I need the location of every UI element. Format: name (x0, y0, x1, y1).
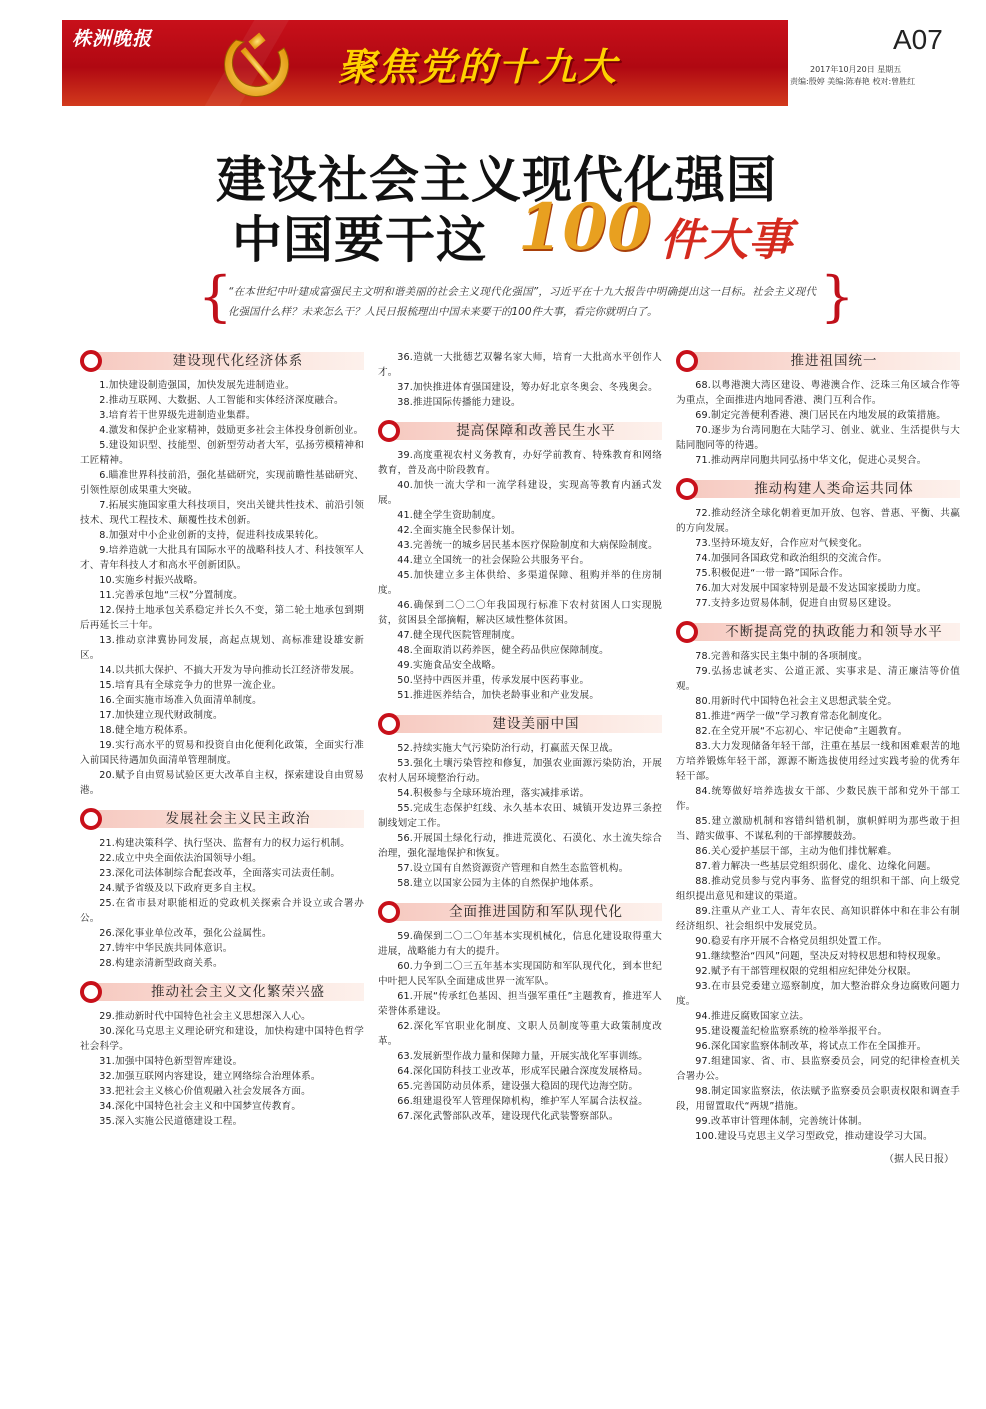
list-item: 58.建立以国家公园为主体的自然保护地体系。 (397, 878, 600, 889)
list-item: 34.深化中国特色社会主义和中国梦宣传教育。 (99, 1101, 302, 1112)
item-list (80, 378, 364, 798)
source-credit: （据人民日报） (884, 1154, 954, 1165)
list-item: 45.加快建立多主体供给、多渠道保障、租购并举的住房制度。 (378, 570, 662, 596)
list-item: 11.完善承包地“三权”分置制度。 (99, 590, 243, 601)
list-item: 18.健全地方税体系。 (99, 725, 194, 736)
list-item: 82.在全党开展“不忘初心、牢记使命”主题教育。 (695, 726, 908, 737)
list-item: 57.设立国有自然资源资产管理和自然生态监管机构。 (397, 863, 629, 874)
list-item: 96.深化国家监察体制改革，将试点工作在全国推开。 (695, 1041, 927, 1052)
section-header (378, 420, 662, 442)
list-item: 74.加强同各国政党和政治组织的交流合作。 (695, 553, 888, 564)
headline-line-1: 建设社会主义现代化强国 (216, 151, 777, 209)
ring-icon (378, 420, 400, 442)
ring-icon (378, 713, 400, 735)
list-item: 23.深化司法体制综合配套改革，全面落实司法责任制。 (99, 868, 341, 879)
item-list (676, 649, 960, 1144)
list-item: 43.完善统一的城乡居民基本医疗保险制度和大病保险制度。 (397, 540, 658, 551)
list-item: 99.改革审计管理体制，完善统计体制。 (695, 1116, 868, 1127)
list-item: 54.积极参与全球环境治理，落实减排承诺。 (397, 788, 590, 799)
list-item: 84.统筹做好培养选拔女干部、少数民族干部和党外干部工作。 (676, 786, 960, 812)
list-item: 64.深化国防科技工业改革，形成军民融合深度发展格局。 (397, 1066, 649, 1077)
list-item: 62.深化军官职业化制度、文职人员制度等重大政策制度改革。 (378, 1021, 662, 1047)
list-item: 89.注重从产业工人、青年农民、高知识群体中和在非公有制经济组织、社会组织中发展党员。 (676, 906, 960, 932)
list-item: 72.推动经济全球化朝着更加开放、包容、普惠、平衡、共赢的方向发展。 (676, 508, 960, 534)
list-item: 33.把社会主义核心价值观融入社会发展各方面。 (99, 1086, 311, 1097)
ring-icon (676, 350, 698, 372)
list-item: 56.开展国土绿化行动，推进荒漠化、石漠化、水土流失综合治理，强化湿地保护和恢复。 (378, 833, 662, 859)
list-item: 25.在省市县对职能相近的党政机关探索合并设立或合署办公。 (80, 898, 364, 924)
item-list (676, 506, 960, 611)
list-item: 81.推进“两学一做”学习教育常态化制度化。 (695, 711, 888, 722)
list-item: 39.高度重视农村义务教育，办好学前教育、特殊教育和网络教育，普及高中阶段教育。 (378, 450, 662, 476)
list-item: 73.坚持环境友好，合作应对气候变化。 (695, 538, 868, 549)
list-item: 6.瞄准世界科技前沿，强化基础研究，实现前瞻性基础研究、引领性原创成果重大突破。 (80, 470, 364, 496)
list-item: 60.力争到二〇三五年基本实现国防和军队现代化，到本世纪中叶把人民军队全面建成世界一流军队。 (378, 961, 662, 987)
list-item: 37.加快推进体育强国建设，筹办好北京冬奥会、冬残奥会。 (397, 382, 658, 393)
list-item: 53.强化土壤污染管控和修复，加强农业面源污染防治，开展农村人居环境整治行动。 (378, 758, 662, 784)
section-title: 全面推进国防和军队现代化 (449, 904, 623, 920)
ring-icon (676, 478, 698, 500)
list-item: 69.制定完善便利香港、澳门居民在内地发展的政策措施。 (695, 410, 947, 421)
headline-line-2: 中国要干这 (232, 211, 487, 269)
list-item: 36.造就一大批德艺双馨名家大师，培育一大批高水平创作人才。 (378, 352, 662, 378)
page-number: A07 (893, 24, 943, 55)
list-item: 4.激发和保护企业家精神，鼓励更多社会主体投身创新创业。 (99, 425, 364, 436)
list-item: 87.着力解决一些基层党组织弱化、虚化、边缘化问题。 (695, 861, 937, 872)
list-item: 47.健全现代医院管理制度。 (397, 630, 521, 641)
section-header (80, 350, 364, 372)
left-brace-icon: { (198, 265, 233, 328)
list-item: 9.培养造就一大批具有国际水平的战略科技人才、科技领军人才、青年科技人才和高水平创新团队。 (80, 545, 364, 571)
list-item: 22.成立中央全面依法治国领导小组。 (99, 853, 262, 864)
list-item: 27.铸牢中华民族共同体意识。 (99, 943, 233, 954)
list-item: 38.推进国际传播能力建设。 (397, 397, 521, 408)
ring-icon (80, 808, 102, 830)
list-item: 86.关心爱护基层干部，主动为他们排忧解难。 (695, 846, 898, 857)
item-list (378, 448, 662, 703)
list-item: 55.完成生态保护红线、永久基本农田、城镇开发边界三条控制线划定工作。 (378, 803, 662, 829)
section-title: 推动社会主义文化繁荣兴盛 (151, 984, 325, 1000)
list-item: 32.加强互联网内容建设，建立网络综合治理体系。 (99, 1071, 321, 1082)
list-item: 85.建立激励机制和容错纠错机制，旗帜鲜明为那些敢于担当、踏实做事、不谋私利的干部撑腰鼓劲。 (676, 816, 960, 842)
section-header (378, 713, 662, 735)
section-header (80, 808, 364, 830)
list-item: 65.完善国防动员体系，建设强大稳固的现代边海空防。 (397, 1081, 639, 1092)
list-item: 78.完善和落实民主集中制的各项制度。 (695, 651, 868, 662)
list-item: 98.制定国家监察法，依法赋予监察委员会职责权限和调查手段，用留置取代“两规”措施。 (676, 1086, 960, 1112)
list-item: 31.加强中国特色新型智库建设。 (99, 1056, 243, 1067)
section-title: 提高保障和改善民生水平 (456, 423, 616, 439)
section-header (676, 621, 960, 643)
list-item: 95.建设覆盖纪检监察系统的检举举报平台。 (695, 1026, 888, 1037)
column-3 (676, 350, 960, 1165)
list-item: 1.加快建设制造强国，加快发展先进制造业。 (99, 380, 295, 391)
list-item: 40.加快一流大学和一流学科建设，实现高等教育内涵式发展。 (378, 480, 662, 506)
banner-title: 聚焦党的十九大 (338, 45, 619, 89)
list-item: 80.用新时代中国特色社会主义思想武装全党。 (695, 696, 898, 707)
list-item: 15.培育具有全球竞争力的世界一流企业。 (99, 680, 282, 691)
list-item: 3.培育若干世界级先进制造业集群。 (99, 410, 256, 421)
headline-suffix: 件大事 (660, 215, 792, 266)
item-list (378, 741, 662, 891)
list-item: 59.确保到二〇二〇年基本实现机械化，信息化建设取得重大进展，战略能力有大的提升。 (378, 931, 662, 957)
list-item: 67.深化武警部队改革，建设现代化武装警察部队。 (397, 1111, 619, 1122)
list-item: 42.全面实施全民参保计划。 (397, 525, 521, 536)
list-item: 88.推动党员参与党内事务、监督党的组织和干部、向上级党组织提出意见和建议的渠道。 (676, 876, 960, 902)
list-item: 61.开展“传承红色基因、担当强军重任”主题教育，推进军人荣誉体系建设。 (378, 991, 662, 1017)
section-title: 建设美丽中国 (492, 716, 580, 732)
list-item: 14.以共抓大保护、不搞大开发为导向推动长江经济带发展。 (99, 665, 360, 676)
list-item: 19.实行高水平的贸易和投资自由化便利化政策，全面实行准入前国民待遇加负面清单管理制度。 (80, 740, 364, 766)
hammer-sickle-icon (206, 22, 326, 102)
list-item: 46.确保到二〇二〇年我国现行标准下农村贫困人口实现脱贫，贫困县全部摘帽，解决区域性整体贫困。 (378, 600, 662, 626)
section-title: 推动构建人类命运共同体 (754, 481, 914, 497)
section-title: 发展社会主义民主政治 (165, 811, 311, 827)
list-item: 50.坚持中西医并重，传承发展中医药事业。 (397, 675, 590, 686)
list-item: 92.赋予有干部管理权限的党组相应纪律处分权限。 (695, 966, 917, 977)
section-header (676, 350, 960, 372)
ring-icon (80, 350, 102, 372)
column-1 (80, 350, 364, 1129)
list-item: 93.在市县党委建立巡察制度，加大整治群众身边腐败问题力度。 (676, 981, 960, 1007)
list-item: 41.健全学生资助制度。 (397, 510, 502, 521)
item-list (378, 350, 662, 410)
list-item: 8.加强对中小企业创新的支持，促进科技成果转化。 (99, 530, 325, 541)
paper-name: 株洲晚报 (72, 28, 153, 50)
list-item: 7.拓展实施国家重大科技项目，突出关键共性技术、前沿引领技术、现代工程技术、颠覆性技术创新。 (80, 500, 364, 526)
list-item: 20.赋予自由贸易试验区更大改革自主权，探索建设自由贸易港。 (80, 770, 364, 796)
editor-credits: 责编:殷婷 美编:陈春艳 校对:曾胜红 (790, 77, 916, 86)
list-item: 16.全面实施市场准入负面清单制度。 (99, 695, 262, 706)
list-item: 75.积极促进“一带一路”国际合作。 (695, 568, 849, 579)
item-list (80, 1009, 364, 1129)
list-item: 83.大力发现储备年轻干部，注重在基层一线和困难艰苦的地方培养锻炼年轻干部，源源不断选拔使用经过实践考验的优秀年轻干部。 (676, 741, 960, 782)
list-item: 76.加大对发展中国家特别是最不发达国家援助力度。 (695, 583, 927, 594)
list-item: 49.实施食品安全战略。 (397, 660, 502, 671)
list-item: 68.以粤港澳大湾区建设、粤港澳合作、泛珠三角区域合作等为重点，全面推进内地同香港、澳门互利合作。 (676, 380, 960, 406)
right-brace-icon: } (820, 265, 855, 328)
section-header (676, 478, 960, 500)
list-item: 21.构建决策科学、执行坚决、监督有力的权力运行机制。 (99, 838, 351, 849)
ring-icon (378, 901, 400, 923)
list-item: 66.组建退役军人管理保障机构，维护军人军属合法权益。 (397, 1096, 649, 1107)
list-item: 12.保持土地承包关系稳定并长久不变，第二轮土地承包到期后再延长三十年。 (80, 605, 364, 631)
item-list (80, 836, 364, 971)
ring-icon (676, 621, 698, 643)
list-item: 79.弘扬忠诚老实、公道正派、实事求是、清正廉洁等价值观。 (676, 666, 960, 692)
headline-number: 100 (518, 190, 652, 265)
item-list (378, 929, 662, 1124)
item-list (676, 378, 960, 468)
list-item: 13.推动京津冀协同发展，高起点规划、高标准建设雄安新区。 (80, 635, 364, 661)
list-item: 5.建设知识型、技能型、创新型劳动者大军，弘扬劳模精神和工匠精神。 (80, 440, 364, 466)
list-item: 48.全面取消以药养医，健全药品供应保障制度。 (397, 645, 609, 656)
list-item: 35.深入实施公民道德建设工程。 (99, 1116, 243, 1127)
ring-icon (80, 981, 102, 1003)
list-item: 29.推动新时代中国特色社会主义思想深入人心。 (99, 1011, 311, 1022)
list-item: 97.组建国家、省、市、县监察委员会，同党的纪律检查机关合署办公。 (676, 1056, 960, 1082)
list-item: 2.推动互联网、大数据、人工智能和实体经济深度融合。 (99, 395, 344, 406)
section-title: 建设现代化经济体系 (172, 353, 304, 369)
list-item: 24.赋予省级及以下政府更多自主权。 (99, 883, 262, 894)
list-item: 77.支持多边贸易体制，促进自由贸易区建设。 (695, 598, 898, 609)
list-item: 70.逐步为台湾同胞在大陆学习、创业、就业、生活提供与大陆同胞同等的待遇。 (676, 425, 960, 451)
lead-paragraph: “在本世纪中叶建成富强民主文明和谐美丽的社会主义现代化强国”，习近平在十九大报告中明确提出这一目标。社会主义现代化强国什么样？未来怎么干？人民日报梳理出中国未来要干的100件大事，看完你就明白了。 (228, 286, 816, 318)
list-item: 30.深化马克思主义理论研究和建设，加快构建中国特色哲学社会科学。 (80, 1026, 364, 1052)
list-item: 52.持续实施大气污染防治行动，打赢蓝天保卫战。 (397, 743, 619, 754)
list-item: 17.加快建立现代财政制度。 (99, 710, 223, 721)
section-title: 不断提高党的执政能力和领导水平 (725, 624, 943, 640)
list-item: 51.推进医养结合，加快老龄事业和产业发展。 (397, 690, 600, 701)
column-2 (378, 350, 662, 1124)
list-item: 28.构建亲清新型政商关系。 (99, 958, 223, 969)
section-header (80, 981, 364, 1003)
issue-date: 2017年10月20日 星期五 (810, 65, 902, 74)
list-item: 71.推动两岸同胞共同弘扬中华文化，促进心灵契合。 (695, 455, 927, 466)
list-item: 10.实施乡村振兴战略。 (99, 575, 204, 586)
list-item: 100.建设马克思主义学习型政党，推动建设学习大国。 (695, 1131, 933, 1142)
section-title: 推进祖国统一 (790, 353, 878, 369)
list-item: 44.建立全国统一的社会保险公共服务平台。 (397, 555, 590, 566)
list-item: 91.继续整治“四风”问题，坚决反对特权思想和特权现象。 (695, 951, 947, 962)
list-item: 63.发展新型作战力量和保障力量，开展实战化军事训练。 (397, 1051, 649, 1062)
list-item: 26.深化事业单位改革，强化公益属性。 (99, 928, 272, 939)
list-item: 90.稳妥有序开展不合格党员组织处置工作。 (695, 936, 888, 947)
list-item: 94.推进反腐败国家立法。 (695, 1011, 809, 1022)
section-header (378, 901, 662, 923)
